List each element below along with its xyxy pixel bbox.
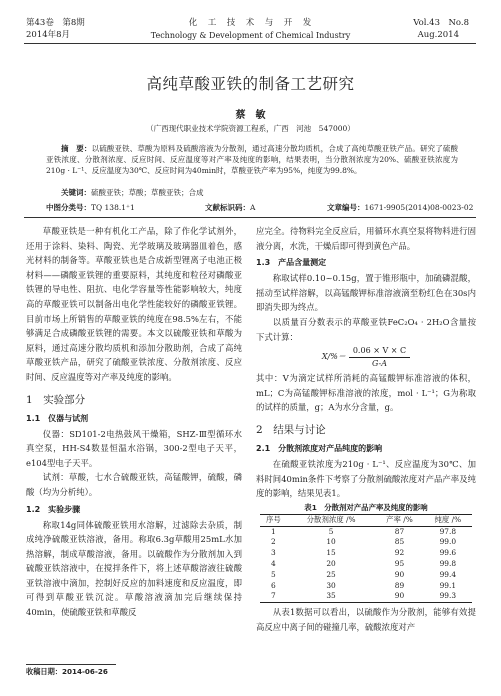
left-column bbox=[26, 224, 242, 620]
journal-name-en: Technology & Development of Chemical Industry bbox=[150, 31, 351, 40]
instruments-paragraph: 仪器：SD101-2电热鼓风干燥箱，SHZ-Ⅲ型循环水真空泵，HH-S4数显恒温水浴锅，300-2型电子天平，e104型电子天平。 bbox=[26, 428, 242, 468]
table-cell: 35 bbox=[287, 591, 376, 602]
table-cell: 99.1 bbox=[439, 580, 457, 590]
clc-number bbox=[46, 202, 135, 213]
abstract bbox=[46, 143, 458, 176]
section-1-number: 1 bbox=[26, 393, 33, 406]
table-cell: 25 bbox=[326, 569, 336, 579]
table-cell: 6 bbox=[271, 580, 276, 590]
author-name: 蔡 敏 bbox=[235, 110, 266, 121]
received-date: 收稿日期：2014-06-26 bbox=[26, 667, 108, 676]
journal-date: 2014年8月 bbox=[26, 30, 71, 40]
keywords-label: 关键词： bbox=[61, 188, 91, 197]
table-cell: 10 bbox=[326, 537, 336, 547]
formula-where: 其中：V为滴定试样所消耗的高锰酸钾标准溶液的体积，mL；C为高锰酸钾标准溶液的浓度，mol · L⁻¹；G为称取的试样的质量，g；A为水分含量，g。 bbox=[256, 373, 476, 413]
document-code bbox=[205, 202, 255, 213]
table-cell: 90 bbox=[394, 569, 405, 579]
table-cell: 30 bbox=[326, 580, 336, 590]
results-table bbox=[260, 514, 472, 603]
table-cell: 1 bbox=[271, 526, 276, 536]
section-1-3-heading: 1.3 产品含量测定 bbox=[256, 258, 327, 268]
continued-paragraph: 应完全。待物料完全反应后，用循环水真空泵将物料进行固液分离，水洗，干燥后即可得到黄色产品。 bbox=[256, 226, 476, 251]
table-cell: 90 bbox=[375, 591, 423, 602]
table-cell: 3 bbox=[271, 548, 276, 558]
journal-date-en: Aug.2014 bbox=[417, 30, 459, 40]
table-cell: 89 bbox=[394, 580, 405, 590]
assay-paragraph: 称取试样0.10~0.15g，置于锥形瓶中，加硫磷混酸，摇动至试样溶解，以高锰酸钾标准溶液滴至粉红色在30s内即消失即为终点。 bbox=[256, 273, 476, 313]
table-cell: 99.4 bbox=[439, 569, 457, 579]
table-header-cell: 纯度 /% bbox=[424, 514, 472, 526]
section-2-1-heading: 2.1 分散剂浓度对产品纯度的影响 bbox=[256, 443, 383, 453]
footnote-rule bbox=[26, 664, 116, 665]
table-row bbox=[260, 581, 472, 592]
right-column bbox=[256, 224, 476, 634]
table-row bbox=[260, 591, 472, 602]
table-cell: 15 bbox=[326, 548, 336, 558]
table-row bbox=[260, 526, 472, 537]
intro-paragraph: 草酸亚铁是一种有机化工产品，除了作化学试剂外，还用于涂料、染料、陶瓷、光学玻璃及玻璃器皿着色，感光材料的制备等。草酸亚铁也是合成新型锂离子电池正极材料——磷酸亚铁锂的重要原料，其纯度和粒径对磷酸亚铁锂的导电性、阻抗、电化学容量等性能影响较大，纯度高的草酸亚铁可以制备出电化学性能较好的磷酸亚铁锂。目前市场上所销售的草酸亚铁的纯度在98.5%左右，不能够满足合成磷酸亚铁锂的需要。本文以硫酸亚铁和草酸为原料，通过高速分散均质机和添加分散助剂，合成了高纯草酸亚铁产品，研究了硫酸亚铁浓度、分散剂浓度、反应时间、反应温度等对产率及纯度的影响。 bbox=[26, 226, 242, 382]
table-cell: 2 bbox=[271, 537, 276, 547]
abstract-text: 以硫酸亚铁、草酸为原料及硫酸溶液为分散剂，通过高速分散均质机，合成了高纯草酸亚铁产品。研究了硫酸亚铁浓度、分散剂浓度、反应时间、反应温度等对产率及纯度的影响，结果表明，当分散剂浓度为20%、硫酸亚铁浓度为210g · L⁻¹、反应温度为30℃、反应时间为40min时，草酸亚铁产率为95%，纯度为99.8%。 bbox=[46, 144, 459, 175]
article-no-label: 文章编号： bbox=[327, 203, 365, 212]
doc-code-label: 文献标识码： bbox=[205, 203, 250, 212]
table-row bbox=[260, 537, 472, 548]
journal-volume-en: Vol.43 No.8 bbox=[413, 18, 469, 28]
journal-name: 化 工 技 术 与 开 发 bbox=[188, 18, 313, 28]
affiliation: （广西现代职业技术学院资源工程系，广西 河池 547000） bbox=[146, 124, 355, 133]
table-row bbox=[260, 570, 472, 581]
table-header-cell: 分散剂浓度 /% bbox=[287, 514, 376, 526]
table-cell: 20 bbox=[326, 558, 336, 568]
table-row bbox=[260, 548, 472, 559]
table-header-cell: 产率 /% bbox=[375, 514, 423, 526]
section-2-title: 结果与讨论 bbox=[273, 423, 326, 436]
journal-volume: 第43卷 第8期 bbox=[26, 18, 85, 28]
table-cell: 87 bbox=[394, 526, 405, 536]
table-discussion: 从表1数据可以看出，以硫酸作为分散剂，能够有效提高反应中离子间的碰撞几率，硫酸浓度对产 bbox=[256, 607, 476, 632]
section-1-2-heading: 1.2 实验步骤 bbox=[26, 504, 81, 514]
formula-numerator: 0.06 × V × C bbox=[349, 345, 410, 358]
table-cell: 99.8 bbox=[439, 558, 457, 568]
table-header-row bbox=[260, 514, 472, 526]
abstract-label: 摘 要： bbox=[61, 144, 92, 153]
abstract-rule bbox=[24, 217, 476, 218]
clc-value: TQ 138.1⁺1 bbox=[91, 203, 135, 212]
formula-fraction bbox=[349, 345, 410, 370]
section-2-number: 2 bbox=[256, 423, 263, 436]
article-title: 高纯草酸亚铁的制备工艺研究 bbox=[146, 75, 355, 93]
procedure-paragraph: 称取14g同体硫酸亚铁用水溶解，过滤除去杂质，制成纯净硫酸亚铁溶液，备用。称取6.3g草酸用25mL水加热溶解，制成草酸溶液，备用。以硫酸作为分散剂加入到硫酸亚铁溶液中，在搅拌条件下，将上述草酸溶液往硫酸亚铁溶液中滴加，控制好反应的加料速度和反应温度，即可得到草酸亚铁沉淀。草酸溶液滴加完后继续保持40min，使硫酸亚铁和草酸反 bbox=[26, 519, 242, 618]
table-cell: 5 bbox=[328, 526, 334, 536]
article-no-value: 1671-9905(2014)08-0023-02 bbox=[364, 203, 474, 212]
doc-code-value: A bbox=[250, 203, 256, 212]
table-cell: 92 bbox=[394, 548, 405, 558]
header-rule bbox=[24, 43, 476, 44]
section-2-heading bbox=[256, 421, 476, 439]
formula-intro: 以质量百分数表示的草酸亚铁FeC₂O₄ · 2H₂O含量按下式计算： bbox=[256, 316, 476, 342]
table-cell: 97.8 bbox=[439, 526, 457, 536]
dispersant-paragraph: 在硫酸亚铁浓度为210g · L⁻¹、反应温度为30℃、加料时间40min条件下考察了分散剂硫酸浓度对产品产率及纯度的影响，结果见表1。 bbox=[256, 458, 476, 499]
formula-lhs: X/%＝ bbox=[321, 352, 346, 362]
table-header-cell: 序号 bbox=[260, 514, 287, 526]
table-cell: 99.0 bbox=[439, 537, 457, 547]
formula-denominator: G-A bbox=[371, 359, 387, 369]
keywords bbox=[46, 187, 204, 198]
table-row bbox=[260, 559, 472, 570]
keywords-text: 硫酸亚铁；草酸；草酸亚铁；合成 bbox=[91, 188, 204, 197]
clc-label: 中图分类号： bbox=[46, 203, 91, 212]
section-1-1-heading: 1.1 仪器与试剂 bbox=[26, 413, 89, 423]
section-1-title: 实验部分 bbox=[43, 393, 86, 406]
section-1-heading bbox=[26, 391, 242, 409]
table-cell: 5 bbox=[271, 569, 276, 579]
formula bbox=[256, 345, 476, 370]
table-cell: 4 bbox=[271, 558, 276, 568]
table-cell: 95 bbox=[394, 558, 405, 568]
table-cell: 7 bbox=[260, 591, 287, 602]
article-number bbox=[327, 202, 473, 213]
reagents-paragraph: 试剂：草酸，七水合硫酸亚铁，高锰酸钾，硫酸，磷酸（均为分析纯）。 bbox=[26, 472, 242, 497]
table-cell: 99.3 bbox=[424, 591, 472, 602]
table-caption: 表1 分散剂对产品产率及纯度的影响 bbox=[304, 502, 428, 512]
table-cell: 99.6 bbox=[439, 548, 457, 558]
table-cell: 85 bbox=[394, 537, 405, 547]
